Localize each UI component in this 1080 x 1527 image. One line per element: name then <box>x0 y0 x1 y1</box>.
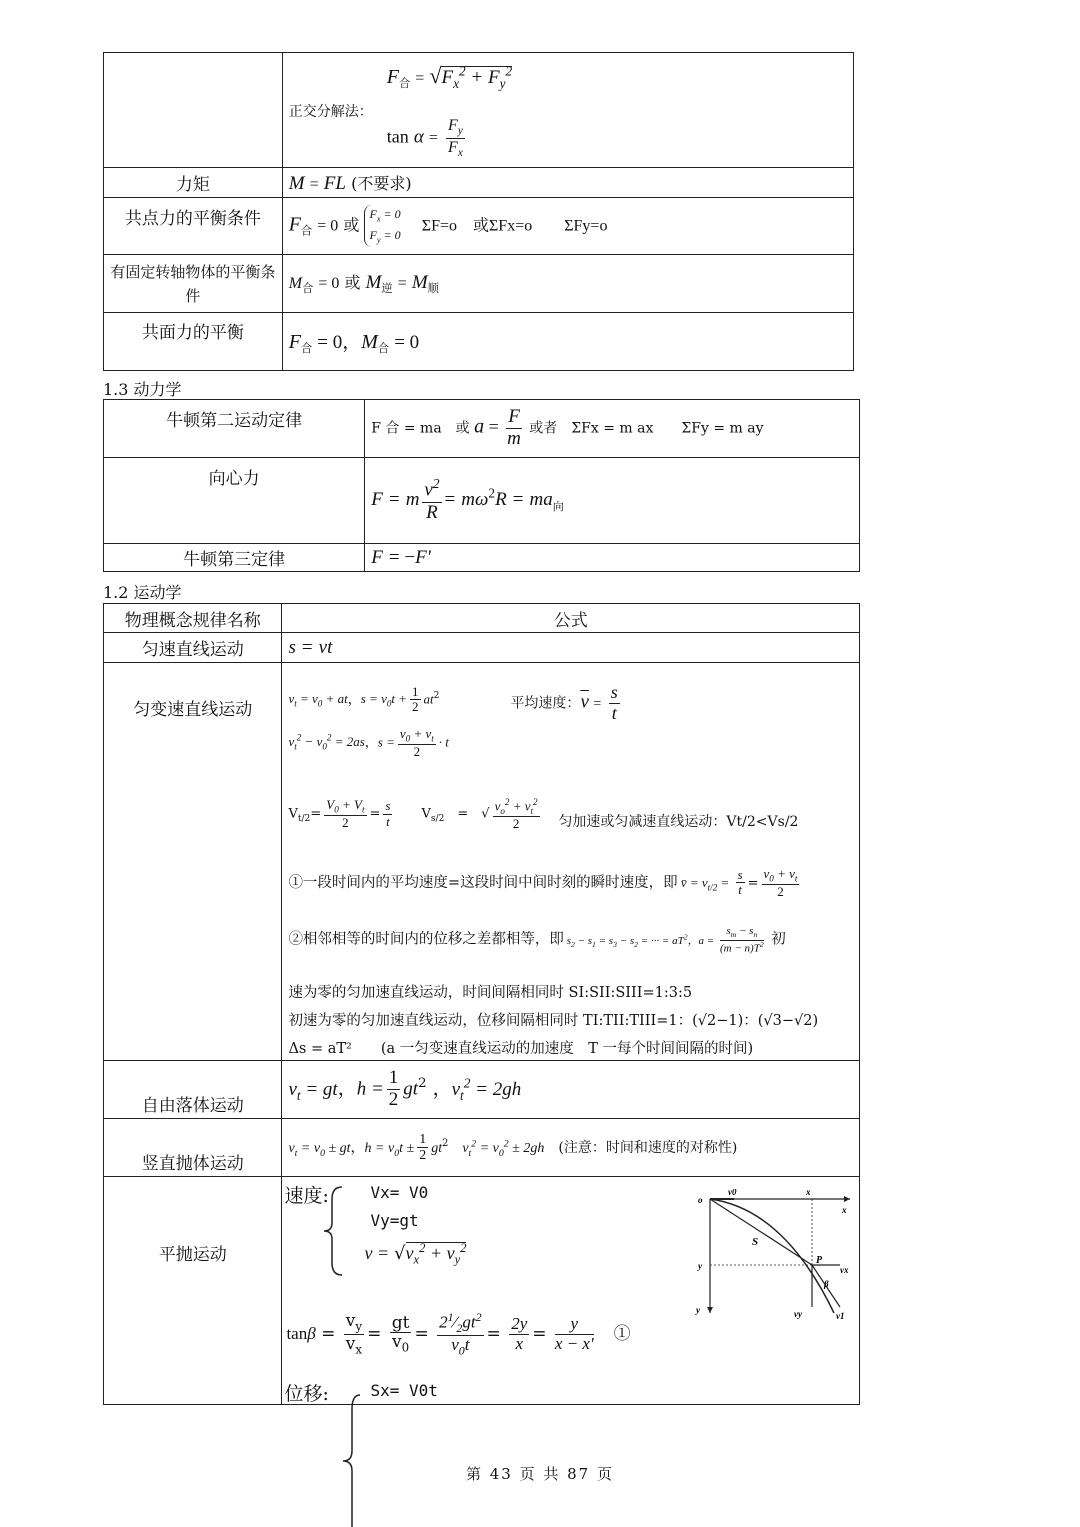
free-fall-formula: $v_t$ = gt，h = $\frac{1}{2}$ $gt^2$ ，$v_t^2 = 2gh$ <box>282 1061 860 1119</box>
row-label: 牛顿第三定律 <box>104 544 365 572</box>
y-tick-label: y <box>698 1261 703 1271</box>
concurrent-equilibrium-formula: $F_合 = 0$ 或 $F_x = 0$ $F_y = 0$ ΣF=o 或ΣFx=o ΣFy=o <box>282 198 853 255</box>
displacement-s-label: S <box>752 1236 759 1248</box>
torque-formula: M = FL (不要求) <box>282 168 853 198</box>
point-p-label: P <box>816 1255 823 1266</box>
fixed-axis-equilibrium-formula: $M_合 = 0$ 或 $M_逆 = M_顺$ <box>282 255 853 313</box>
row-label <box>104 53 283 168</box>
vertical-throw-formula: $v_t = v_0$ ± gt，$h = v_0t$ ± $\frac{1}{2}$ $gt^2$ $v_t^2 = v_0^2 \pm 2gh$ (注意：时间和速度的对称性) <box>282 1119 860 1177</box>
method-label: 正交分解法： <box>288 104 373 120</box>
header-col2: 公式 <box>282 604 860 633</box>
displacement-label: 位移: <box>284 1383 329 1405</box>
row-label: 平抛运动 <box>104 1177 282 1405</box>
uniform-accel-cell: $v_t = v_0$ + at，$s = v_0t$ + $\frac{1}{2}$ $at^2$ 平均速度：$\overline{v}$ = $\frac{s}{t}$ $v_t^2 - v_0^2 = 2as$，s = $\frac{v_0 + v_t}{2}$ · t $V_{t/2}=$ $\frac{V_0 + V_t}{2}$ = $\frac{s}{t}$ $V_{s/2}$ = √ $\frac{v_o^2 + v_t^2}{2}$ 匀加速或匀减速直线运动：Vt/2<Vs/2 ①一段时间内的平均速度=这段时间中间时刻的瞬时速度，即 v̄ = $v_{t/2}$ = $\frac{s}{t}$ = $\frac{v_0 + v_t}{2}$ ②相邻相等的时间内的位移之差都相等，即 $s_2 - s_1 = s_3 - s_2$ = ··· = $aT^2$，a = $\frac{s_m - s_n}{(m - n)T^2}$ 初 速为零的匀加速直线运动，时间间隔相同时 SI:SII:SIII=1:3:5 初速为零的匀加速直线运动，位移间隔相同时 TI:TII:TIII=1：(√2−1)：(√3−√2) Δs = aT² (a 一匀变速直线运动的加速度 T 一每个时间间隔的时间) <box>282 663 860 1061</box>
displacement-brace <box>340 1393 364 1527</box>
beta-label: β <box>824 1279 830 1289</box>
y-axis-label: y <box>696 1305 701 1315</box>
vy-label: vy <box>794 1309 803 1319</box>
vx-label: vx <box>840 1265 849 1275</box>
row-label: 共点力的平衡条件 <box>104 198 283 255</box>
section-heading-kinematics: 1.2 运动学 <box>103 583 182 602</box>
section-heading-dynamics: 1.3 动力学 <box>103 380 182 399</box>
displacement-line <box>710 1199 812 1265</box>
orthogonal-decomposition-cell: $F_合 = √F_x^2 + F_y^2$ 正交分解法： tan α = $\frac{F_y}{F_x}$ <box>282 53 853 168</box>
row-label: 有固定转轴物体的平衡条件 <box>104 255 283 313</box>
dynamics-table <box>103 399 860 572</box>
origin-label: o <box>698 1195 703 1205</box>
row-label: 共面力的平衡 <box>104 313 283 371</box>
x-axis-label: x <box>842 1205 847 1215</box>
x-tick-label: x <box>806 1189 811 1197</box>
statics-table <box>103 52 854 371</box>
row-label: 力矩 <box>104 168 283 198</box>
row-label: 牛顿第二运动定律 <box>104 400 365 458</box>
coplanar-equilibrium-formula: $F_合 = 0$，$M_合 = 0$ <box>282 313 853 371</box>
header-col1: 物理概念规律名称 <box>104 604 282 633</box>
projectile-cell: 速度: Vx= V0 Vy=gt $v = √v_x^2 + v_y^2$ tanβ = $\frac{v_y}{v_x}$ = $\frac{gt}{v_0}$ = $\frac{2^1⁄_2gt^2}{v_0t}$ = $\frac{2y}{x}$ = $\frac{y}{x - x'}$ ① 位移: Sx= V0t o v0 x x S P vx β y y vy v1 <box>282 1177 860 1405</box>
projectile-diagram <box>694 1189 854 1323</box>
centripetal-force-formula: F = m $\frac{v^2}{R}$ = $m\omega^2R = ma_向$ <box>365 458 860 544</box>
velocity-label: 速度: <box>284 1185 329 1207</box>
uniform-motion-formula: s = vt <box>282 633 860 663</box>
velocity-brace <box>322 1185 348 1277</box>
newton-third-law-formula: F = −F' <box>365 544 860 572</box>
v1-label: v1 <box>836 1311 845 1321</box>
kinematics-table <box>103 603 860 1405</box>
x-axis-arrow <box>844 1196 850 1202</box>
y-axis-arrow <box>707 1307 713 1313</box>
newton-second-law-formula: F 合 = ma 或 a = $\frac{F}{m}$ 或者 ΣFx = m ax ΣFy = m ay <box>365 400 860 458</box>
row-label: 向心力 <box>104 458 365 544</box>
row-label: 匀变速直线运动 <box>104 663 282 1061</box>
row-label: 竖直抛体运动 <box>104 1119 282 1177</box>
v0-label: v0 <box>728 1189 737 1197</box>
row-label: 自由落体运动 <box>104 1061 282 1119</box>
row-label: 匀速直线运动 <box>104 633 282 663</box>
page-footer: 第 43 页 共 87 页 <box>465 1465 614 1483</box>
